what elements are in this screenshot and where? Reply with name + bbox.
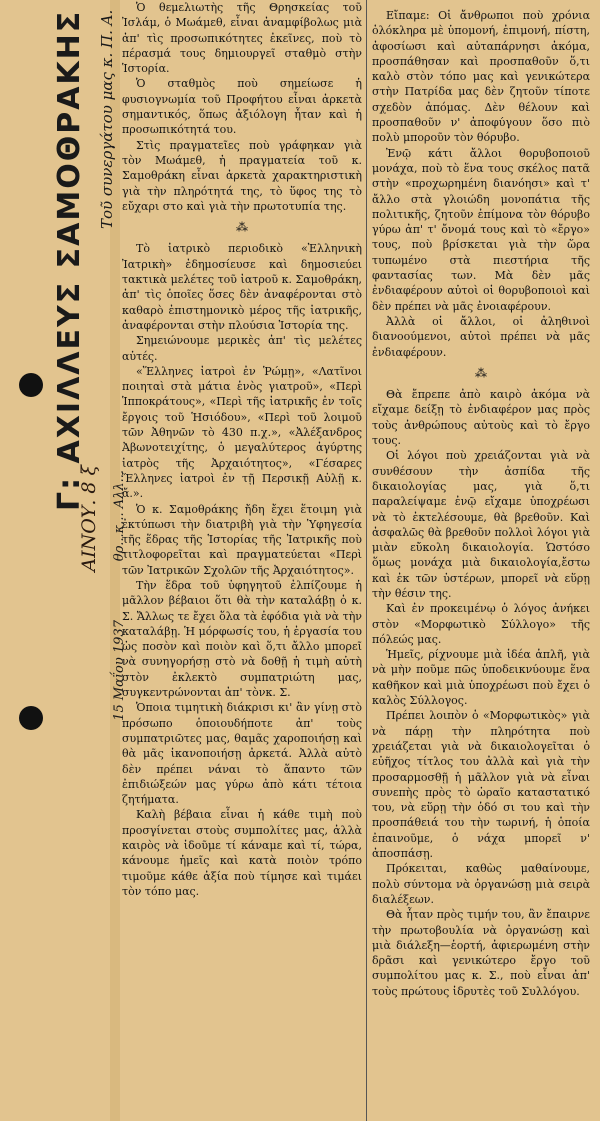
paragraph: Οἱ λόγοι ποὺ χρειάζονται γιὰ νὰ συνθέσουν τὴν ἀσπίδα τῆς δικαιολογίας μας, γιὰ ὅ,τι παραλείψαμε ἐνῷ εἴχαμε ὑποχρέωσι νὰ τὸ ἐκτελέσουμε, θὰ βρεθοῦν. Καὶ ἀσφαλῶς θὰ βρεθοῦν πολλοὶ λόγοι γιὰ μιὰν εὔκολη δικαιολογία. Ὡστόσο ὅμως μονάχα μιὰ δικαιολογία,ἔστω καὶ ἐκ τῶν ὑστέρων, μπορεῖ νὰ εὕρῃ τὴν θέσιν της.: [372, 449, 590, 600]
paragraph: Στὶς πραγματεῖες ποὺ γράφηκαν γιὰ τὸν Μωάμεθ, ἡ πραγματεία τοῦ κ. Σαμοθράκη εἶναι ἀρκετὰ χαρακτηριστικὴ γιὰ τὴν πληρότητά της, τὸ ὕφος της τὸ εὔχαρι στο καὶ γιὰ τὴν πρωτοτυπία της.: [122, 138, 362, 213]
paragraph: «Ἕλληνες ἰατροὶ ἐν Ῥώμῃ», «Λατῖνοι ποιηταὶ στὰ μάτια ἑνὸς γιατροῦ», «Περὶ Ἱπποκράτους», «Περὶ τῆς ἰατρικῆς ἐν τοῖς ἔργοις τοῦ Ἡσιόδου», «Περὶ τοῦ λοιμοῦ τῶν Ἀθηνῶν τὸ 430 π.χ.», «Ἀλέξανδρος Ἀβωνοτειχίτης, ὁ μεγαλύτερος ἀγύρτης ἰατρὸς τῆς Ἀρχαιότητος», «Γέσαρες Ἕλληνες ἰατροὶ ἐν τῇ Περσικῇ Αὐλῇ κ. ἄ.».: [122, 364, 362, 501]
paragraph: Τὸ ἰατρικὸ περιοδικὸ «Ἑλληνικὴ Ἰατρικὴ» ἐδημοσίευσε καὶ δημοσιεύει τακτικὰ μελέτες τοῦ ἰατροῦ κ. Σαμοθράκη, ἀπ' τὶς ὁποῖες ὅσες δὲν ἀναφέρονται στὸ καθαρὸ ἐπιστημονικὸ μέρος τῆς ἰατρικῆς, ἀναφέρονται στὴν πλούσια Ἱστορία της.: [122, 242, 362, 332]
paragraph: Ὁ θεμελιωτὴς τῆς Θρησκείας τοῦ Ἰσλάμ, ὁ Μωάμεθ, εἶναι ἀναμφίβολως μιὰ ἀπ' τὶς προσωπικότητες ἐκεῖνες, ποὺ τὸ πέρασμά τους δημιουργεῖ σταθμὸ στὴν Ἱστορία.: [122, 1, 362, 76]
source-note: Τοῦ συνεργάτου μας κ. Π. Α.: [98, 10, 116, 230]
punch-hole: [19, 373, 43, 397]
paragraph: Ἡμεῖς, ρίχνουμε μιὰ ἰδέα ἁπλῆ, γιὰ νὰ μὴν ποῦμε πῶς ὑποδεικνύουμε ἕνα καθῆκον καὶ μιὰ ὑποχρέωσι ποὺ ἔχει ὁ καλὸς Σύλλογος.: [372, 648, 590, 708]
paragraph: Καὶ ἐν προκειμένῳ ὁ λόγος ἀνήκει στὸν «Μορφωτικὸ Σύλλογο» τῆς πόλεώς μας.: [372, 602, 590, 646]
paragraph: Πρόκειται, καθὼς μαθαίνουμε, πολὺ σύντομα νὰ ὀργανώσῃ μιὰ σειρὰ διαλέξεων.: [372, 862, 590, 906]
paragraph: Εἴπαμε: Οἱ ἄνθρωποι ποὺ χρόνια ὁλόκληρα μὲ ὑπομονή, ἐπιμονή, πίστη, ἀφοσίωσι καὶ αὐταπάρνησι ἀκόμα, προσπάθησαν καὶ προσπαθοῦν ὅ,τι καλὸ στὸν τόπο μας καὶ γενικώτερα στὴν Πατρίδα μας δὲν ζητοῦν τίποτε σχεδὸν ἀπόμας. Δὲν θέλουν καὶ προσπαθοῦν ν' ἀποφύγουν ὅσο πιὸ πολὺ μποροῦν τὸν θόρυβο.: [372, 9, 590, 145]
author-heading: Γ: ΑΧΙΛΛΕΥΣ ΣΑΜΟΘΡΑΚΗΣ: [52, 10, 87, 512]
paragraph: Τὴν ἕδρα τοῦ ὑφηγητοῦ ἐλπίζουμε ἡ μᾶλλον βέβαιοι ὅτι θὰ τὴν καταλάβῃ ὁ κ. Σ. Ἄλλως τε ἔχει ὅλα τὰ ἐφόδια γιὰ νὰ τὴν καταλάβῃ. Ἡ μόρφωσίς του, ἡ ἐργασία του ὡς ποσὸν καὶ ποιὸν καὶ ὅ,τι ἄλλο μπορεῖ νὰ συνηγορήσῃ στὸ νὰ δοθῇ ἡ τιμὴ αὐτὴ στὸν ἐκλεκτὸ συμπατριώτη μας, συγκεντρώνονται ἀπ' τὸνκ. Σ.: [122, 578, 362, 700]
paragraph: Σημειώνουμε μερικὲς ἀπ' τὶς μελέτες αὐτές.: [122, 334, 362, 363]
section-divider: ⁂: [475, 365, 487, 380]
handwritten-note: ΑΙΝΟΥ. 8 ξ: [78, 465, 100, 572]
section-divider: ⁂: [236, 220, 248, 235]
date-note: 15 Μαΐου 1937: [112, 620, 127, 721]
paragraph: Θὰ ἦταν πρὸς τιμήν του, ἂν ἔπαιρνε τὴν πρωτοβουλία νὰ ὀργανώσῃ καὶ μιὰ διάλεξη—ἑορτή, ἀφιερωμένη στὴν δρᾶσι καὶ γενικώτερο ἔργο τοῦ συμπολίτου μας κ. Σ., ποὺ εἶναι ἀπ' τοὺς πρώτους ἱδρυτὲς τοῦ Συλλόγου.: [372, 908, 590, 998]
left-column: [122, 0, 362, 1110]
punch-hole: [19, 706, 43, 730]
paragraph: Ἀλλὰ οἱ ἄλλοι, οἱ ἀληθινοὶ διανοούμενοι, αὐτοὶ πρέπει νὰ μᾶς ἐνδιαφέρουν.: [372, 314, 590, 359]
paragraph: Καλὴ βέβαια εἶναι ἡ κάθε τιμὴ ποὺ προσγίνεται στοὺς συμπολίτες μας, ἀλλὰ καιρὸς νὰ ἰδοῦμε τί κάναμε καὶ τί, τώρα, κάνουμε ἡμεῖς καὶ κατὰ ποιὸν τρόπο τιμοῦμε κάθε ἀξία ποὺ τίμησε καὶ τιμάει τὸν τόπο μας.: [122, 808, 362, 898]
paragraph: Ἐνῷ κάτι ἄλλοι θορυβοποιοῦ μονάχα, ποὺ τὸ ἕνα τους σκέλος πατᾶ στὴν «προχωρημένη διανόησι» καὶ τ' ἄλλο στὰ γλοιώδη μονοπάτια τῆς πολιτικῆς, ζητοῦν ἐπίμονα τὸν θόρυβο γύρω ἀπ' τ' ὄνομά τους καὶ τὸ «ἔργο» τους, ποὺ βρίσκεται γιὰ τὴν ὥρα τυπωμένο στὰ πιεστήρια τῆς φαντασίας των. Μὰ δὲν μᾶς ἐνδιαφέρουν αὐτοὶ οἱ θορυβοποιοὶ καὶ δὲν πρέπει νὰ μᾶς ἐνοιαφέρουν.: [372, 146, 590, 313]
paragraph: Ὁποια τιμητικὴ διάκρισι κι' ἂν γίνῃ στὸ πρόσωπο ὁποιουδήποτε ἀπ' τοὺς συμπατριῶτες μας, θαμᾶς χαροποιήσῃ καὶ θὰ μᾶς ἱκανοποιήσῃ ἀρκετά. Ἀλλὰ αὐτὸ δὲν πρέπει νάναι τὸ ἅπαντο τῶν ἐπιδιώξεών μας γύρω ἀπὸ κάτι τέτοια ζητήματα.: [122, 701, 362, 807]
publication-note: θρ...κ... Αλλ...: [112, 470, 127, 562]
paragraph: Ὁ κ. Σαμοθράκης ἤδη ἔχει ἕτοιμη γιὰ ἐκτύπωσι τὴν διατριβὴ γιὰ τὴν Ὑφηγεσία τῆς ἕδρας τῆς Ἱστορίας τῆς Ἰατρικῆς ποὺ τιτλοφορεῖται καὶ πραγματεύεται «Περὶ τῶν Ἰατρικῶν Σχολῶν τῆς Ἀρχαιότητος».: [122, 502, 362, 577]
right-column: [372, 8, 590, 1108]
paragraph: Θὰ ἔπρεπε ἀπὸ καιρὸ ἀκόμα νὰ εἴχαμε δείξῃ τὸ ἐνδιαφέρον μας πρὸς τοὺς ἀνθρώπους αὐτοὺς καὶ τὸ ἔργο τους.: [372, 388, 590, 448]
column-rule: [366, 0, 367, 1121]
paragraph: Ὁ σταθμὸς ποὺ σημείωσε ἡ φυσιογνωμία τοῦ Προφήτου εἶναι ἀρκετὰ σημαντικός, ὅπως ἀξιόλογη ἦταν καὶ ἡ προσωπικότητά του.: [122, 77, 362, 137]
paragraph: Πρέπει λοιπὸν ὁ «Μορφωτικὸς» γιὰ νὰ πάρῃ τὴν πληρότητα ποὺ χρειάζεται γιὰ νὰ δικαιολογεῖται ὁ εὐῆχος τίτλος του ἀλλὰ καὶ γιὰ τὴν προσαρμοσθῇ ἡ μᾶλλον γιὰ νὰ εἶναι συνεπὴς πρὸς τὸ ὡραῖο καταστατικό του, νὰ εὕρῃ τὴν ὁδό σι του καὶ τὴν προσπάθειά του τὴν τωρινή, ἡ ὁποία ἐπαινοῦμε, ὁ νάχα μπορεῖ ν' ἀποσπάσῃ.: [372, 709, 590, 861]
